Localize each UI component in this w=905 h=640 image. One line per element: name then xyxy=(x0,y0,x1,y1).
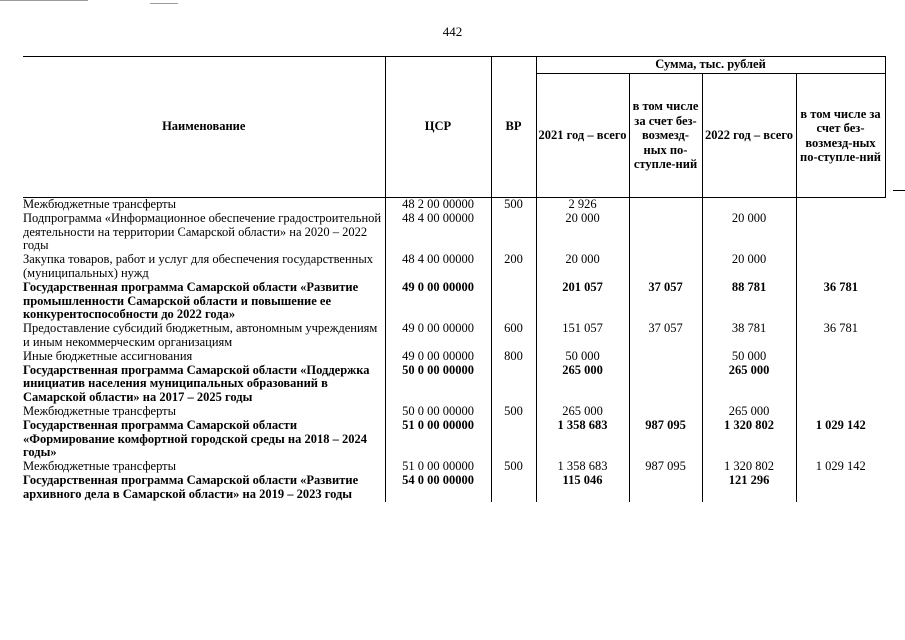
cell-t2021: 201 057 xyxy=(536,281,629,322)
cell-name: Межбюджетные трансферты xyxy=(23,403,177,418)
cell-t2022: 20 000 xyxy=(702,253,796,281)
cell-t2022: 265 000 xyxy=(702,405,796,419)
cell-t2022 xyxy=(702,198,796,212)
table-body xyxy=(23,198,885,502)
scan-top-edge-line-2 xyxy=(150,3,178,4)
table-row xyxy=(23,460,885,474)
table-row xyxy=(23,364,885,405)
cell-name: Государственная программа Самарской области «Развитие архивного дела в Самарской области» на 2019 – 2023 годы xyxy=(23,472,359,501)
cell-f2022 xyxy=(796,212,885,253)
cell-f2022 xyxy=(796,253,885,281)
cell-t2022: 88 781 xyxy=(702,281,796,322)
cell-vr xyxy=(491,474,536,502)
cell-t2022: 121 296 xyxy=(702,474,796,502)
cell-f2022: 1 029 142 xyxy=(796,460,885,474)
cell-name: Государственная программа Самарской области «Поддержка инициатив населения муниципальных образований в Самарской области» на 2017 – 2025 годы xyxy=(23,362,370,405)
cell-f2021 xyxy=(629,253,702,281)
cell-csr: 51 0 00 00000 xyxy=(385,419,491,460)
cell-csr: 49 0 00 00000 xyxy=(385,281,491,322)
cell-f2021 xyxy=(629,405,702,419)
cell-name: Предоставление субсидий бюджетным, автономным учреждениям и иным некоммерческим организациям xyxy=(23,321,378,349)
cell-t2022: 1 320 802 xyxy=(702,460,796,474)
table-row xyxy=(23,405,885,419)
cell-csr: 51 0 00 00000 xyxy=(385,460,491,474)
cell-csr: 50 0 00 00000 xyxy=(385,405,491,419)
cell-name: Закупка товаров, работ и услуг для обеспечения государственных (муниципальных) нужд xyxy=(23,252,374,280)
cell-csr: 48 4 00 00000 xyxy=(385,253,491,281)
cell-vr: 500 xyxy=(491,405,536,419)
cell-t2021: 265 000 xyxy=(536,405,629,419)
cell-name: Иные бюджетные ассигнования xyxy=(23,348,193,363)
cell-f2022 xyxy=(796,198,885,212)
cell-csr: 48 2 00 00000 xyxy=(385,198,491,212)
cell-t2021: 2 926 xyxy=(536,198,629,212)
cell-vr xyxy=(491,364,536,405)
cell-csr: 50 0 00 00000 xyxy=(385,364,491,405)
table-row xyxy=(23,198,885,212)
cell-t2022: 20 000 xyxy=(702,212,796,253)
header-2022-free: в том числе за счет без-возмезд-ных по-ступле-ний xyxy=(796,74,885,198)
table-row xyxy=(23,474,885,502)
cell-csr: 49 0 00 00000 xyxy=(385,322,491,350)
cell-f2021 xyxy=(629,198,702,212)
header-2021-free: в том числе за счет без-возмезд-ных по-ступле-ний xyxy=(629,74,702,198)
header-2022-total: 2022 год – всего xyxy=(702,74,796,198)
cell-name: Государственная программа Самарской области «Формирование комфортной городской среды на 2018 – 2024 годы» xyxy=(23,417,367,460)
cell-vr xyxy=(491,419,536,460)
cell-f2022 xyxy=(796,405,885,419)
cell-vr xyxy=(491,281,536,322)
cell-f2022: 36 781 xyxy=(796,322,885,350)
header-vr: ВР xyxy=(491,57,536,198)
cell-t2021: 1 358 683 xyxy=(536,419,629,460)
cell-t2021: 1 358 683 xyxy=(536,460,629,474)
cell-f2022: 36 781 xyxy=(796,281,885,322)
cell-vr: 200 xyxy=(491,253,536,281)
table-row xyxy=(23,253,885,281)
cell-vr: 500 xyxy=(491,198,536,212)
header-csr: ЦСР xyxy=(385,57,491,198)
cell-vr xyxy=(491,212,536,253)
cell-f2021: 987 095 xyxy=(629,419,702,460)
cell-t2021: 20 000 xyxy=(536,253,629,281)
budget-allocation-table xyxy=(23,56,886,502)
cell-f2021 xyxy=(629,350,702,364)
cell-vr: 500 xyxy=(491,460,536,474)
cell-t2021: 50 000 xyxy=(536,350,629,364)
cell-t2022: 38 781 xyxy=(702,322,796,350)
header-name: Наименование xyxy=(23,57,385,198)
table-row xyxy=(23,350,885,364)
cell-f2021 xyxy=(629,212,702,253)
cell-t2022: 50 000 xyxy=(702,350,796,364)
cell-f2022 xyxy=(796,364,885,405)
cell-f2021 xyxy=(629,364,702,405)
cell-f2021 xyxy=(629,474,702,502)
cell-name: Государственная программа Самарской области «Развитие промышленности Самарской области и повышение ее конкурентоспособности до 2022 года» xyxy=(23,279,359,322)
table-row xyxy=(23,322,885,350)
cell-f2022: 1 029 142 xyxy=(796,419,885,460)
table-row xyxy=(23,281,885,322)
header-2021-total: 2021 год – всего xyxy=(536,74,629,198)
cell-vr: 600 xyxy=(491,322,536,350)
cell-f2021: 37 057 xyxy=(629,322,702,350)
table-row xyxy=(23,212,885,253)
cell-vr: 800 xyxy=(491,350,536,364)
cell-t2022: 1 320 802 xyxy=(702,419,796,460)
scan-top-edge-line xyxy=(0,0,88,1)
cell-t2022: 265 000 xyxy=(702,364,796,405)
cell-name: Межбюджетные трансферты xyxy=(23,197,177,211)
table-row xyxy=(23,419,885,460)
cell-f2021: 987 095 xyxy=(629,460,702,474)
header-sum-group: Сумма, тыс. рублей xyxy=(536,57,885,74)
cell-f2021: 37 057 xyxy=(629,281,702,322)
margin-mark xyxy=(893,190,905,191)
cell-f2022 xyxy=(796,474,885,502)
cell-csr: 48 4 00 00000 xyxy=(385,212,491,253)
cell-t2021: 115 046 xyxy=(536,474,629,502)
page-number: 442 xyxy=(442,24,463,39)
cell-t2021: 151 057 xyxy=(536,322,629,350)
cell-t2021: 20 000 xyxy=(536,212,629,253)
cell-csr: 49 0 00 00000 xyxy=(385,350,491,364)
cell-csr: 54 0 00 00000 xyxy=(385,474,491,502)
cell-t2021: 265 000 xyxy=(536,364,629,405)
cell-name: Межбюджетные трансферты xyxy=(23,459,177,474)
cell-name: Подпрограмма «Информационное обеспечение градостроительной деятельности на территории Самарской области» на 2020 – 2022 годы xyxy=(23,210,382,253)
cell-f2022 xyxy=(796,350,885,364)
